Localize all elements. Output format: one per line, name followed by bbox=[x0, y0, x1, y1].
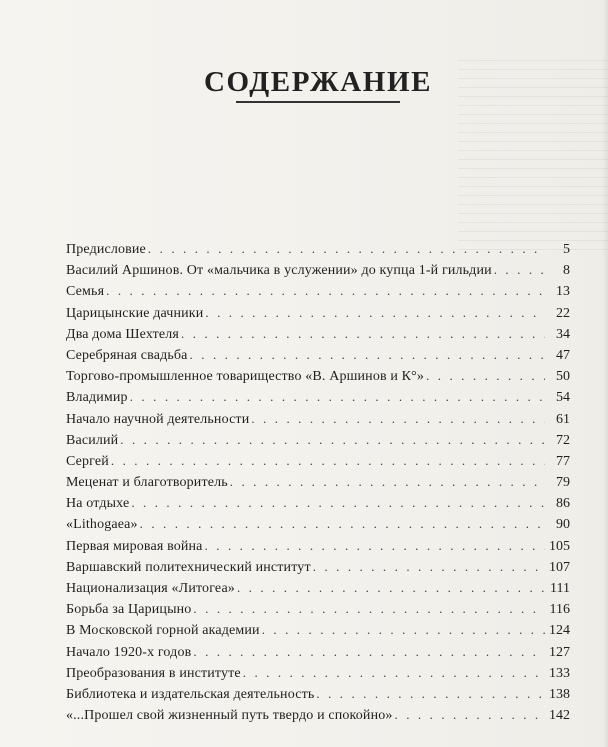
toc-entry-title: В Московской горной академии bbox=[66, 623, 260, 639]
toc-entry-title: Владимир bbox=[66, 390, 128, 406]
dot-leader bbox=[426, 365, 545, 386]
dot-leader bbox=[111, 450, 545, 471]
toc-entry-title: «Lithogaea» bbox=[66, 517, 138, 533]
toc-entry-page-number: 34 bbox=[556, 326, 570, 342]
toc-entry-title: Первая мировая война bbox=[66, 538, 203, 554]
toc-entry-page-number: 50 bbox=[556, 369, 570, 385]
toc-entry bbox=[66, 471, 570, 492]
dot-leader bbox=[120, 429, 545, 450]
toc-entry bbox=[66, 492, 570, 513]
toc-entry-page-number: 61 bbox=[556, 411, 570, 427]
toc-entry-title: Торгово-промышленное товарищество «В. Аршинов и К°» bbox=[66, 369, 425, 385]
toc-entry-page-number: 13 bbox=[556, 284, 570, 300]
toc-entry-title: «...Прошел свой жизненный путь твердо и спокойно» bbox=[66, 708, 393, 724]
dot-leader bbox=[316, 683, 545, 704]
toc-entry-title: Меценат и благотворитель bbox=[66, 475, 228, 491]
toc-entry bbox=[66, 323, 570, 344]
dot-leader bbox=[243, 662, 545, 683]
toc-entry-page-number: 22 bbox=[556, 305, 570, 321]
toc-entry bbox=[66, 556, 570, 577]
dot-leader bbox=[193, 641, 545, 662]
toc-entry-title: Преобразования в институте bbox=[66, 665, 241, 681]
toc-entry-title: Варшавский политехнический институт bbox=[66, 559, 311, 575]
toc-entry-page-number: 105 bbox=[549, 538, 570, 554]
toc-entry-page-number: 86 bbox=[556, 496, 570, 512]
dot-leader bbox=[106, 280, 545, 301]
title-underline bbox=[236, 101, 400, 103]
toc-entry bbox=[66, 365, 570, 386]
dot-leader bbox=[494, 259, 545, 280]
toc-entry-page-number: 124 bbox=[549, 623, 570, 639]
toc-entry-title: Сергей bbox=[66, 453, 109, 469]
dot-leader bbox=[251, 408, 545, 429]
toc-entry bbox=[66, 259, 570, 280]
toc-entry-page-number: 54 bbox=[556, 390, 570, 406]
toc-entry-title: Василий bbox=[66, 432, 119, 448]
toc-entry-page-number: 90 bbox=[556, 517, 570, 533]
toc-entry bbox=[66, 302, 570, 323]
toc-entry bbox=[66, 344, 570, 365]
dot-leader bbox=[140, 513, 545, 534]
toc-entry-page-number: 127 bbox=[549, 644, 570, 660]
toc-entry-title: Два дома Шехтеля bbox=[66, 326, 179, 342]
toc-entry-page-number: 47 bbox=[556, 347, 570, 363]
toc-entry bbox=[66, 619, 570, 640]
toc-entry-page-number: 77 bbox=[556, 453, 570, 469]
dot-leader bbox=[262, 619, 545, 640]
toc-entry bbox=[66, 513, 570, 534]
toc-entry-page-number: 116 bbox=[549, 602, 570, 618]
toc-entry-title: На отдыхе bbox=[66, 496, 130, 512]
toc-entry-title: Начало научной деятельности bbox=[66, 411, 250, 427]
toc-entry bbox=[66, 238, 570, 259]
toc-entry-page-number: 142 bbox=[549, 708, 570, 724]
dot-leader bbox=[230, 471, 545, 492]
dot-leader bbox=[395, 704, 545, 725]
toc-entry bbox=[66, 598, 570, 619]
dot-leader bbox=[190, 344, 545, 365]
toc-entry-page-number: 5 bbox=[563, 242, 570, 257]
toc-entry-title: Начало 1920-х годов bbox=[66, 644, 192, 660]
toc-entry bbox=[66, 429, 570, 450]
toc-entry bbox=[66, 641, 570, 662]
page-title: СОДЕРЖАНИЕ bbox=[203, 66, 433, 98]
table-of-contents bbox=[66, 238, 570, 725]
dot-leader bbox=[193, 598, 545, 619]
dot-leader bbox=[205, 535, 545, 556]
toc-entry bbox=[66, 408, 570, 429]
toc-entry bbox=[66, 535, 570, 556]
toc-entry-title: Семья bbox=[66, 284, 105, 300]
dot-leader bbox=[313, 556, 545, 577]
toc-entry-page-number: 8 bbox=[563, 263, 570, 279]
page-edge-shadow bbox=[602, 0, 608, 747]
dot-leader bbox=[131, 492, 545, 513]
toc-entry bbox=[66, 386, 570, 407]
toc-entry-page-number: 138 bbox=[549, 686, 570, 702]
toc-entry-title: Предисловие bbox=[66, 242, 146, 257]
toc-entry bbox=[66, 450, 570, 471]
dot-leader bbox=[130, 386, 545, 407]
dot-leader bbox=[205, 302, 545, 323]
toc-entry bbox=[66, 280, 570, 301]
toc-entry-page-number: 79 bbox=[556, 475, 570, 491]
toc-entry-title: Борьба за Царицыно bbox=[66, 602, 192, 618]
toc-entry bbox=[66, 683, 570, 704]
toc-entry bbox=[66, 704, 570, 725]
toc-entry-title: Библиотека и издательская деятельность bbox=[66, 686, 315, 702]
toc-entry-page-number: 72 bbox=[556, 432, 570, 448]
toc-entry-title: Царицынские дачники bbox=[66, 305, 204, 321]
toc-entry-page-number: 111 bbox=[550, 581, 570, 596]
toc-entry-title: Национализация «Литогеа» bbox=[66, 581, 235, 596]
toc-entry bbox=[66, 577, 570, 598]
toc-entry-title: Василий Аршинов. От «мальчика в услужении» до купца 1-й гильдии bbox=[66, 263, 492, 279]
dot-leader bbox=[181, 323, 545, 344]
toc-entry-title: Серебряная свадьба bbox=[66, 347, 188, 363]
toc-entry-page-number: 133 bbox=[549, 665, 570, 681]
dot-leader bbox=[237, 577, 545, 598]
toc-entry bbox=[66, 662, 570, 683]
toc-entry-page-number: 107 bbox=[549, 559, 570, 575]
dot-leader bbox=[148, 238, 545, 259]
